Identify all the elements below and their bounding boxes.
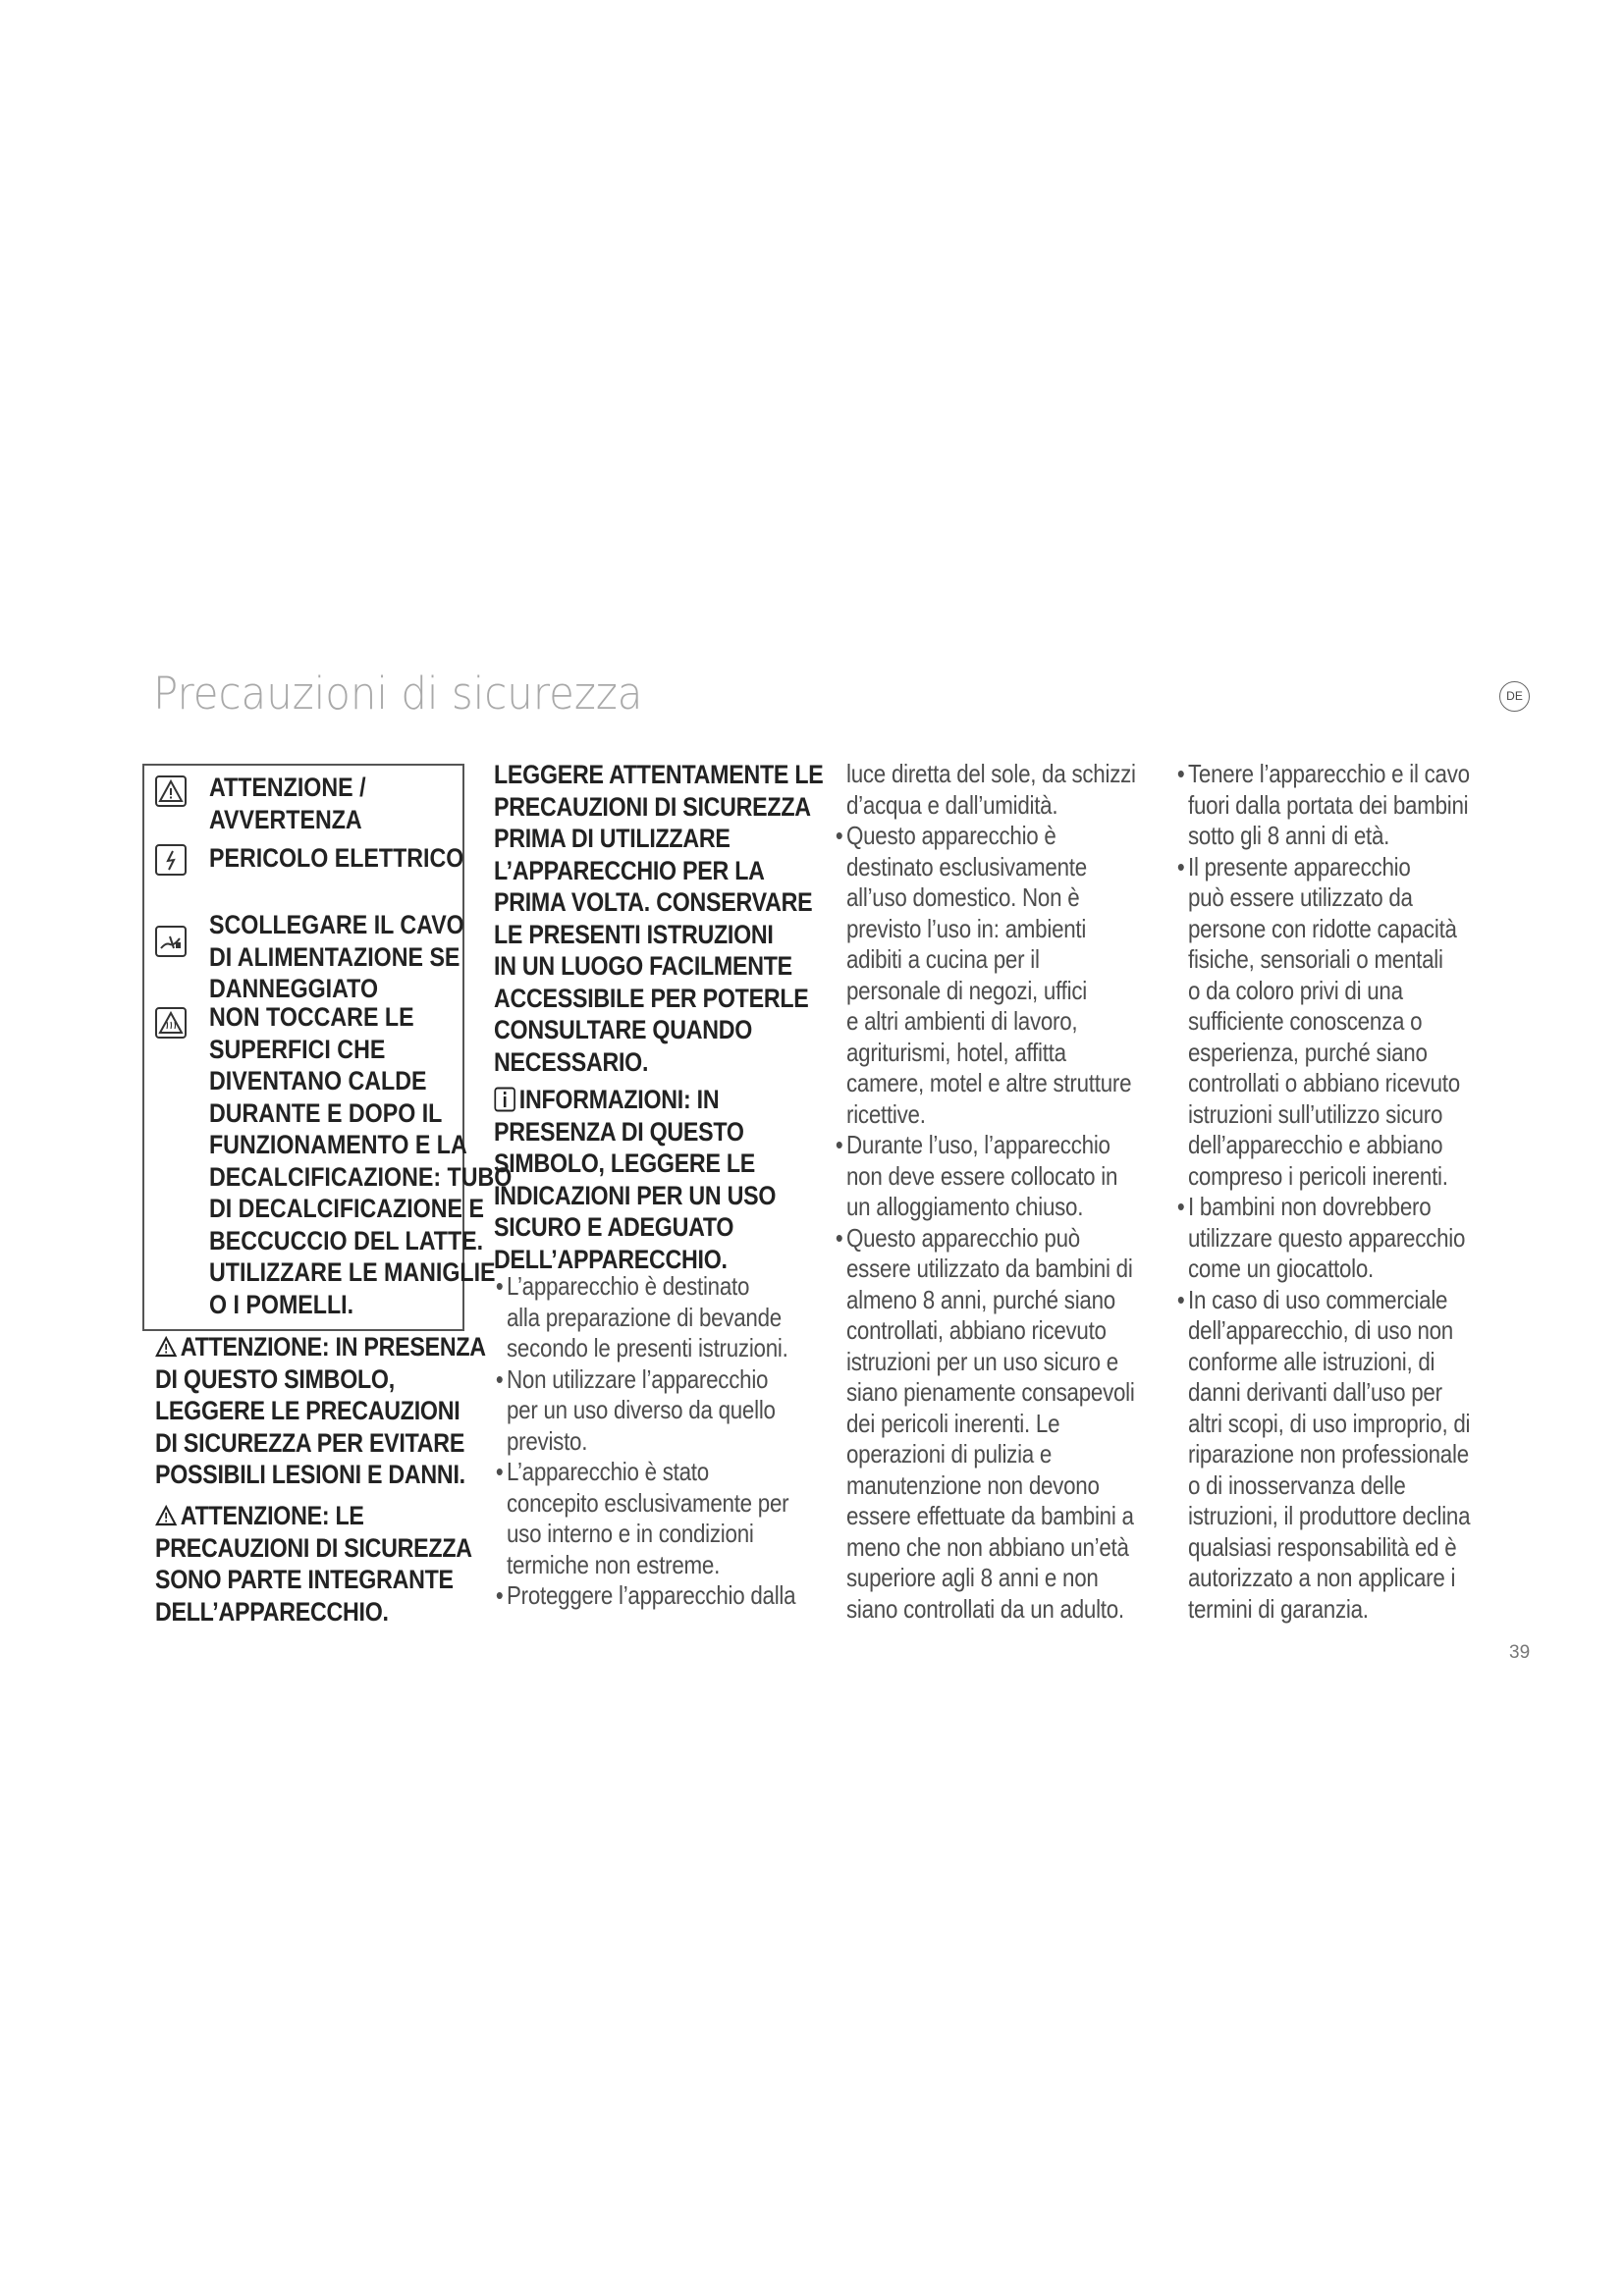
warning-triangle-icon bbox=[155, 1336, 177, 1358]
warning-read-precautions: ATTENZIONE: IN PRESENZA DI QUESTO SIMBOLO, LEGGERE LE PRECAUZIONI DI SICUREZZA PER EVITARE POSSIBILI LESIONI E DANNI. bbox=[155, 1332, 486, 1489]
col4-bullet-list bbox=[1176, 759, 1471, 1625]
col2-bullet-list bbox=[495, 1271, 796, 1612]
list-item: • In caso di uso commerciale dell’apparecchio, di uso non conforme alle istruzioni, di danni derivanti dall’uso per altri scopi, di uso improprio, di riparazione non professionale o di inosservanza delle istruzioni, il produttore declina qualsiasi responsabilità ed è autorizzato a non applicare i termini di garanzia. bbox=[1176, 1284, 1471, 1624]
damaged-cable-icon bbox=[155, 926, 187, 957]
warning-integral-part: ATTENZIONE: LE PRECAUZIONI DI SICUREZZA SONO PARTE INTEGRANTE DELL’APPARECCHIO. bbox=[155, 1501, 472, 1627]
warning-symbols-box bbox=[142, 764, 513, 1331]
language-badge: DE bbox=[1499, 681, 1530, 712]
warning-triangle-icon bbox=[155, 775, 187, 807]
hot-surface-icon bbox=[155, 1007, 187, 1039]
read-carefully-intro: LEGGERE ATTENTAMENTE LE PRECAUZIONI DI SICUREZZA PRIMA DI UTILIZZARE L’APPARECCHIO PER LA PRIMA VOLTA. CONSERVARE LE PRESENTI ISTRUZIONI IN UN LUOGO FACILMENTE ACCESSIBILE PER POTERLE CONSULTARE QUANDO NECESSARIO. bbox=[494, 760, 824, 1077]
page-title: Precauzioni di sicurezza bbox=[153, 667, 643, 720]
list-item: • I bambini non dovrebbero utilizzare questo apparecchio come un giocattolo. bbox=[1176, 1192, 1466, 1283]
box-item-warning: ATTENZIONE / AVVERTENZA bbox=[209, 773, 366, 834]
page-number: 39 bbox=[1509, 1642, 1531, 1663]
list-item: • Proteggere l’apparecchio dalla bbox=[495, 1580, 796, 1610]
box-item-cable: SCOLLEGARE IL CAVO DI ALIMENTAZIONE SE DANNEGGIATO bbox=[209, 910, 464, 1003]
info-icon bbox=[494, 1087, 515, 1112]
list-item: • L’apparecchio è destinato alla preparazione di bevande secondo le presenti istruzioni. bbox=[495, 1271, 788, 1362]
list-item: • Questo apparecchio può essere utilizzato da bambini di almeno 8 anni, purché siano controllati, abbiano ricevuto istruzioni per un uso sicuro e siano pienamente consapevoli dei pericoli inerenti. Le operazioni di pulizia e manutenzione non devono essere effettuate da bambini a meno che non abbiano un’età superiore agli 8 anni e non siano controllati da un adulto. bbox=[835, 1222, 1135, 1624]
box-item-electric: PERICOLO ELETTRICO bbox=[209, 843, 464, 873]
list-item: • Durante l’uso, l’apparecchio non deve essere collocato in un alloggiamento chiuso. bbox=[835, 1130, 1118, 1221]
box-item-hot-surface: NON TOCCARE LE SUPERFICI CHE DIVENTANO CALDE DURANTE E DOPO IL FUNZIONAMENTO E LA DECALCIFICAZIONE: TUBO DI DECALCIFICAZIONE E BECCUCCIO DEL LATTE. UTILIZZARE LE MANIGLIE O I POMELLI. bbox=[209, 1002, 513, 1319]
warning-triangle-icon bbox=[155, 1505, 177, 1526]
list-item: • Il presente apparecchio può essere utilizzato da persone con ridotte capacità fisiche, sensoriali o mentali o da coloro privi di una sufficiente conoscenza o esperienza, purché siano controllati o abbiano ricevuto istruzioni sull’utilizzo sicuro dell’apparecchio e abbiano compreso i pericoli inerenti. bbox=[1176, 851, 1460, 1191]
list-item: • Tenere l’apparecchio e il cavo fuori dalla portata dei bambini sotto gli 8 anni di età. bbox=[1176, 759, 1470, 850]
electric-shock-icon bbox=[155, 844, 187, 876]
list-item: • L’apparecchio è stato concepito esclusivamente per uso interno e in condizioni termiche non estreme. bbox=[495, 1457, 789, 1579]
list-item: • Non utilizzare l’apparecchio per un uso diverso da quello previsto. bbox=[495, 1363, 776, 1456]
list-item: • Questo apparecchio è destinato esclusivamente all’uso domestico. Non è previsto l’uso in: ambienti adibiti a cucina per il personale di negozi, uffici e altri ambienti di lavoro, agriturismi, hotel, affitta camere, motel e altre strutture ricettive. bbox=[835, 821, 1132, 1129]
information-notice: INFORMAZIONI: IN PRESENZA DI QUESTO SIMBOLO, LEGGERE LE INDICAZIONI PER UN USO SICURO E ADEGUATO DELL’APPARECCHIO. bbox=[494, 1085, 777, 1274]
col3-bullet-list: luce diretta del sole, da schizzi d’acqua e dall’umidità. • Questo apparecchio è destinato esclusivamente all’uso domestico. Non è previsto l’uso in: ambienti adibiti a cucina per il personale di negozi, uffici e altri ambienti di lavoro, agriturismi, hotel, affitta camere, motel e altre strutture ricettive. • Durante l’uso, l’apparecchio non deve essere collocato in un alloggiamento chiuso. • Questo apparecchio può essere utilizzato da bambini di almeno 8 anni, purché siano controllati, abbiano ricevuto istruzioni per un uso sicuro e siano pienamente consapevoli dei pericoli inerenti. Le operazioni di pulizia e manutenzione non devono essere effettuate da bambini a meno che non abbiano un’età superiore agli 8 anni e non siano controllati da un adulto. bbox=[835, 759, 1136, 1624]
